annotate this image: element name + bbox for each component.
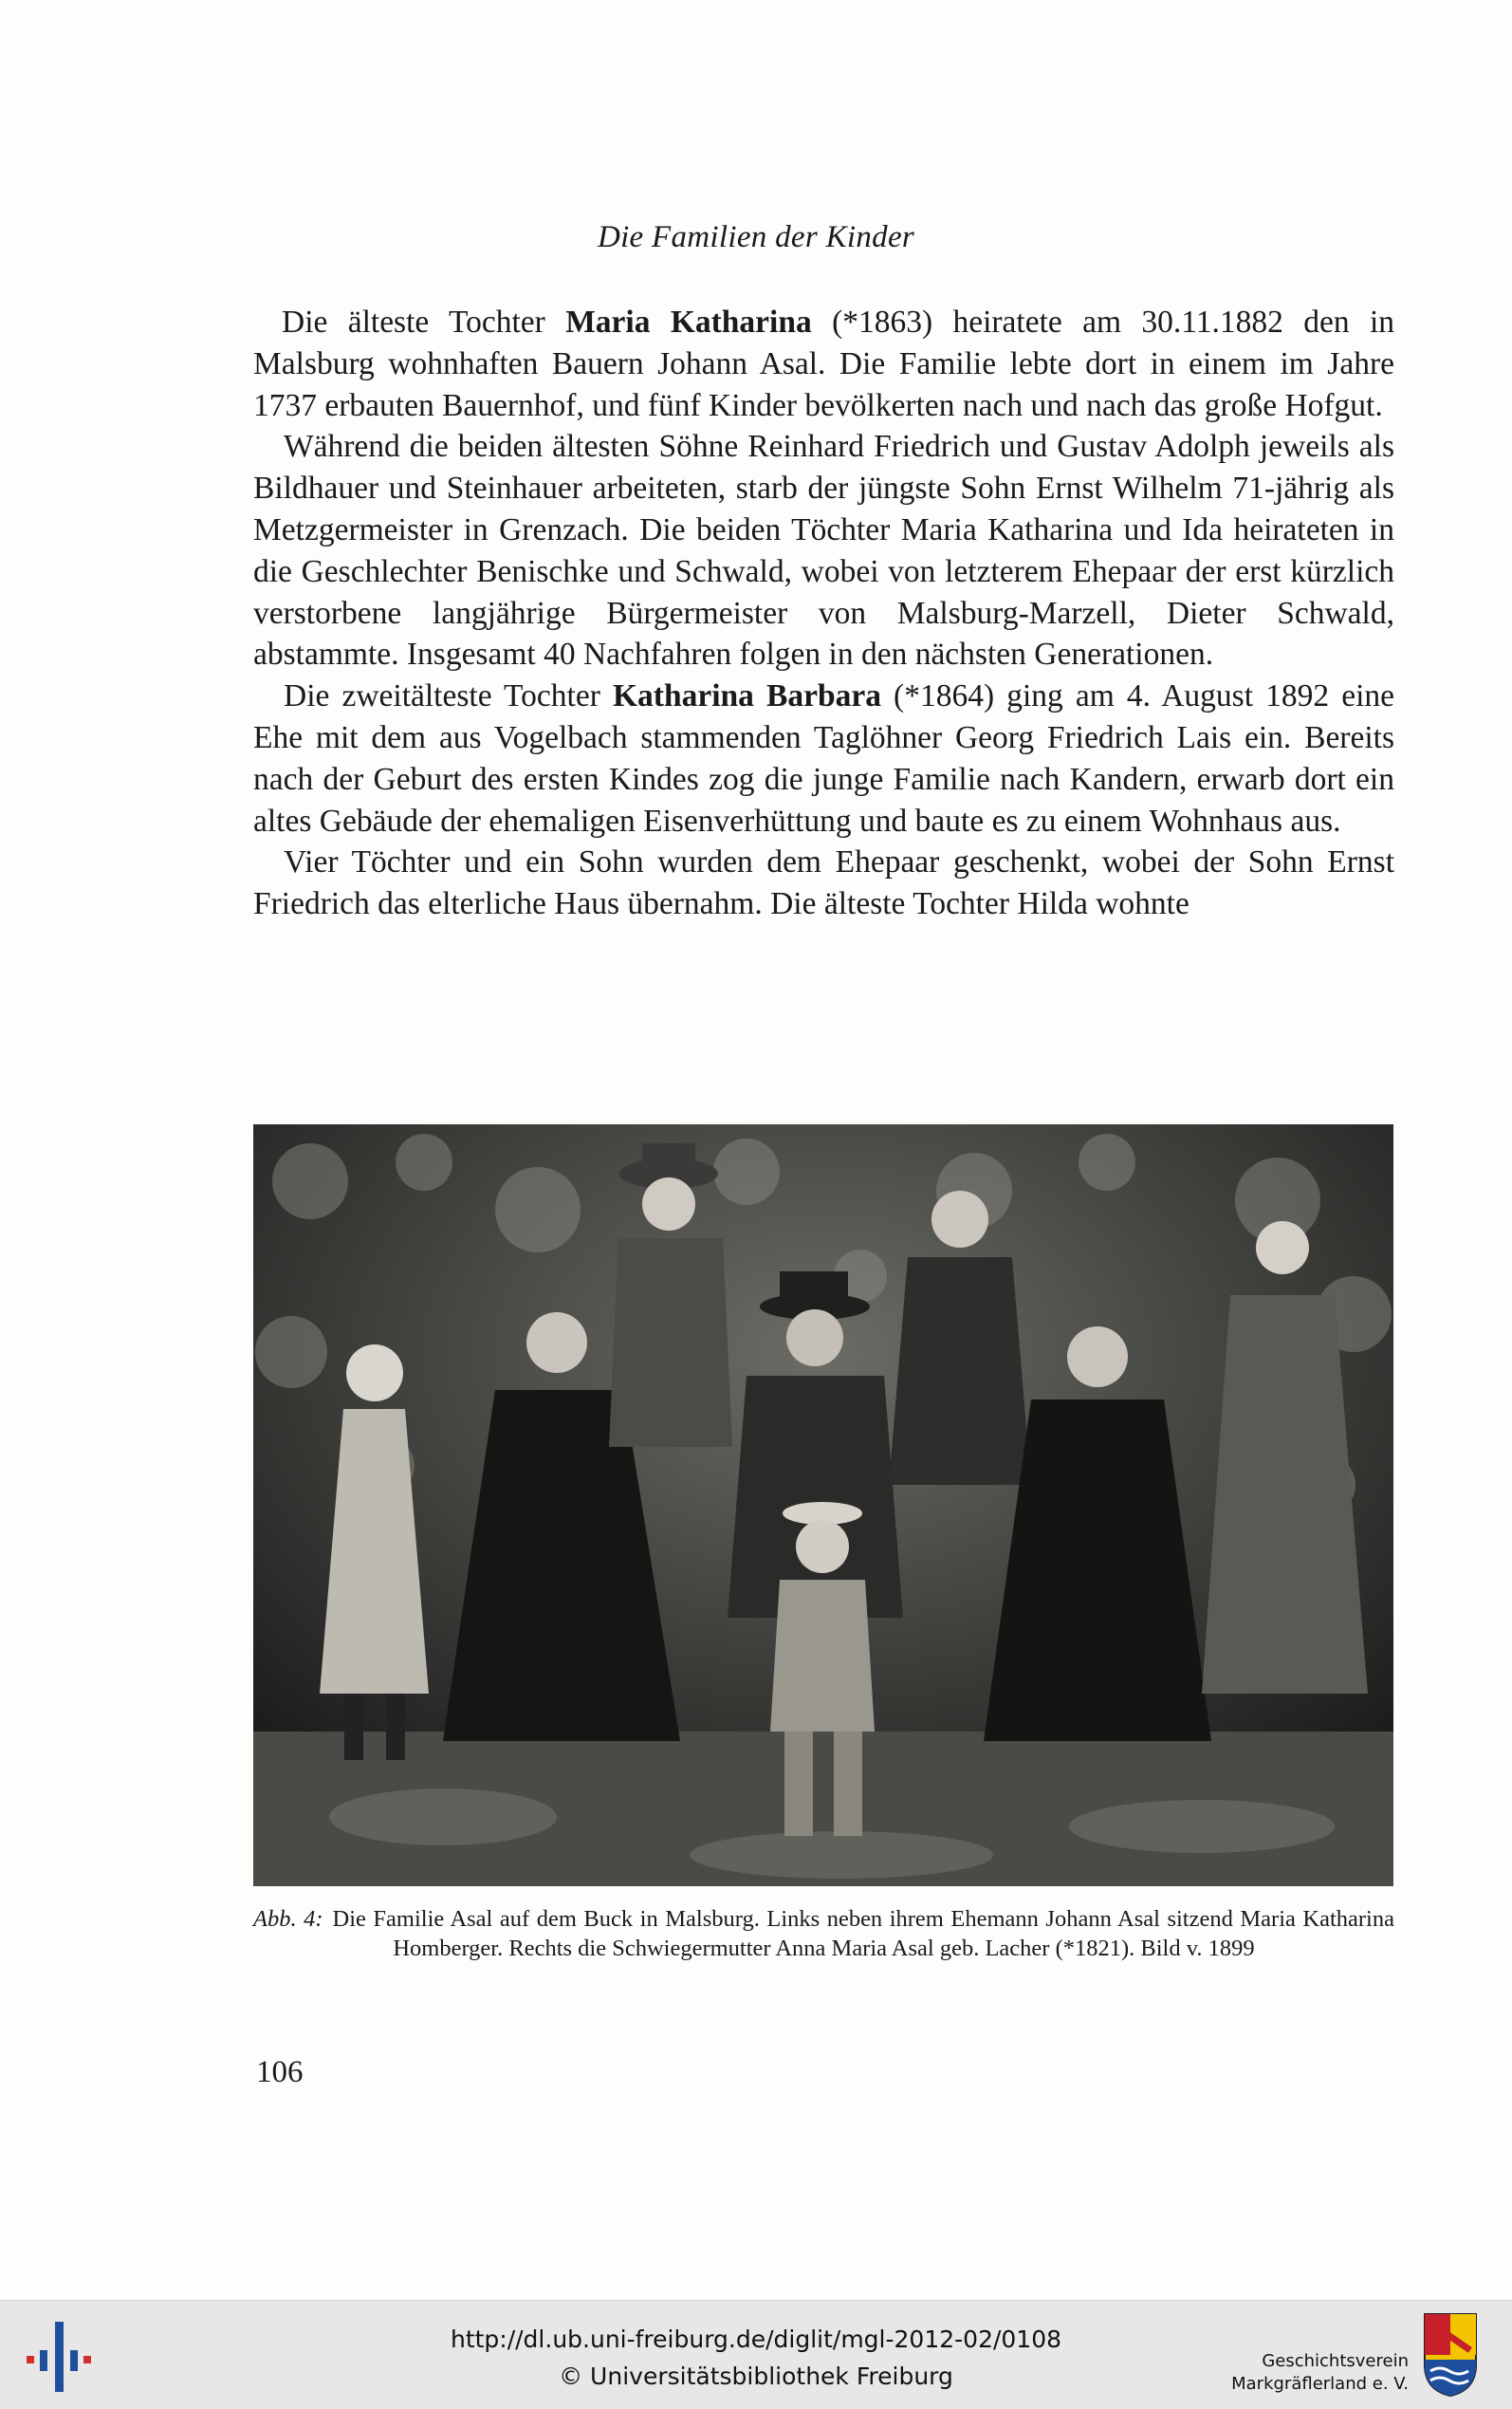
document-url-link[interactable]: http://dl.ub.uni-freiburg.de/diglit/mgl-2012-02/0108 <box>450 2326 1062 2353</box>
paragraph-4: Vier Töchter und ein Sohn wurden dem Ehepaar geschenkt, wobei der Sohn Ernst Friedrich das elterliche Haus übernahm. Die älteste Tochter Hilda wohnte <box>253 844 1394 922</box>
name-maria-katharina: Maria Katharina <box>565 305 812 340</box>
name-katharina-barbara: Katharina Barbara <box>612 678 881 714</box>
family-photo <box>253 1124 1393 1886</box>
page-number: 106 <box>256 2055 304 2089</box>
footer-bar <box>0 2300 1512 2409</box>
figure-label: Abb. 4: <box>253 1906 323 1932</box>
caption-text: Die Familie Asal auf dem Buck in Malsburg. Links neben ihrem Ehemann Johann Asal sitzend Maria Katharina Homberger. Rechts die Schwiegermutter Anna Maria Asal geb. Lacher (*1821). Bild v. 1899 <box>332 1906 1394 1961</box>
coat-of-arms-icon <box>1423 2312 1478 2398</box>
copyright-text: © Universitätsbibliothek Freiburg <box>559 2363 953 2390</box>
paragraph-3: Die zweitälteste Tochter Katharina Barbara (*1864) ging am 4. August 1892 eine Ehe mit dem aus Vogelbach stammenden Taglöhner Georg Friedrich Lais ein. Bereits nach der Geburt des ersten Kindes zog die junge Familie nach Kandern, erwarb dort ein altes Gebäude der ehemaligen Eisenverhüttung und baute es zu einem Wohnhaus aus. <box>253 678 1395 839</box>
figure-caption <box>253 1904 1394 1963</box>
publisher-name: Geschichtsverein Markgräflerland e. V. <box>1231 2351 1409 2394</box>
body-text <box>253 302 1394 925</box>
paragraph-1: Die älteste Tochter Maria Katharina (*1863) heiratete am 30.11.1882 den in Malsburg wohnhaften Bauern Johann Asal. Die Familie lebte dort in einem im Jahre 1737 erbauten Bauernhof, und fünf Kinder bevölkerten nach und nach das große Hofgut. <box>253 305 1395 423</box>
paragraph-2: Während die beiden ältesten Söhne Reinhard Friedrich und Gustav Adolph jeweils als Bildhauer und Steinhauer arbeiteten, starb der jüngste Sohn Ernst Wilhelm 71-jährig als Metzgermeister in Grenzach. Die beiden Töchter Maria Katharina und Ida heirateten in die Geschlechter Benischke und Schwald, wobei von letzterem Ehepaar der erst kürzlich verstorbene langjährige Bürgermeister von Malsburg-Marzell, Dieter Schwald, abstammte. Insgesamt 40 Nachfahren folgen in den nächsten Generationen. <box>253 429 1394 673</box>
running-head: Die Familien der Kinder <box>597 220 915 254</box>
